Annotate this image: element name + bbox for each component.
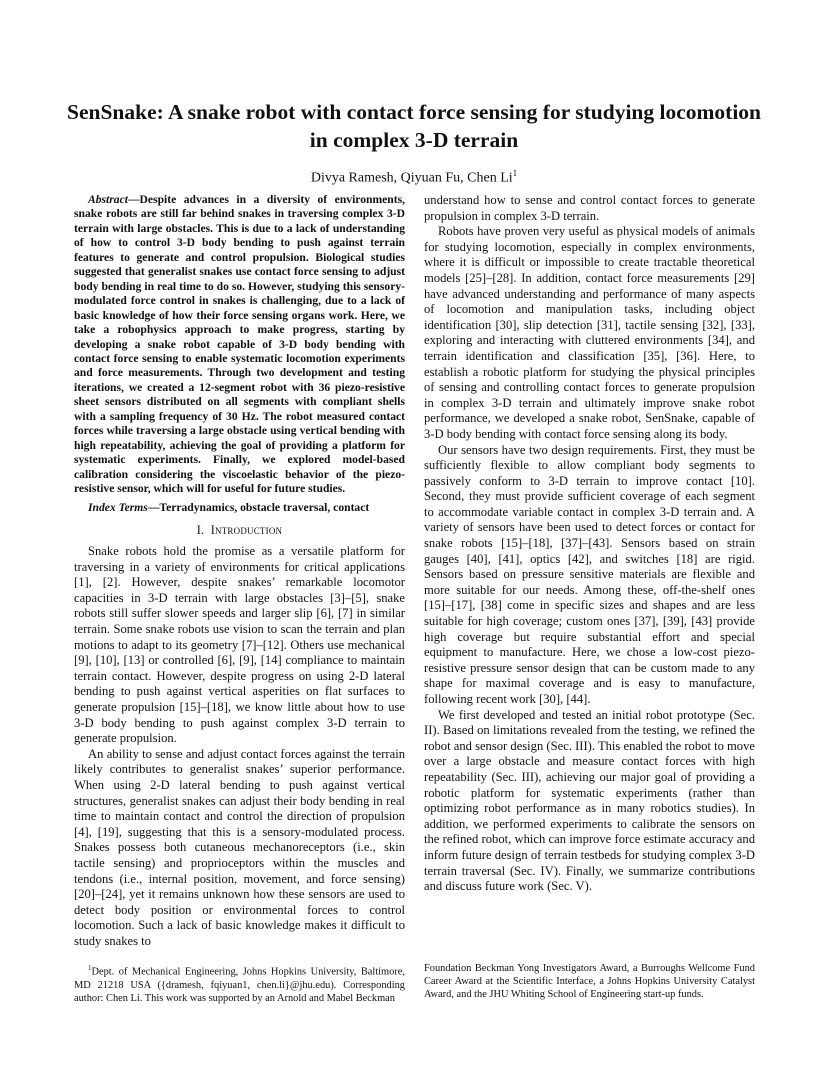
section-number: I.: [196, 522, 205, 537]
paper-title: SenSnake: A snake robot with contact force sensing for studying locomotion in complex 3-D terrain: [66, 100, 762, 152]
footnote-mark: 1: [88, 964, 92, 972]
right-column: [424, 193, 755, 895]
intro-paragraph: Our sensors have two design requirements. First, they must be sufficiently flexible to allow compliant body segments to passively conform to 3-D terrain to improve contact [10]. Second, they must provide sufficient coverage of each segment to accommodate variable contact in complex 3-D terrain and. A variety of sensors have been used to detect forces or contact for snake robots [15]–[18], [37]–[43]. Sensors based on strain gauges [40], [41], optics [42], and switches [18] are rigid. Sensors based on pressure sensitive materials are flexible and more suitable for our needs. Among these, off-the-shelf ones [15]–[17], [38] come in specific sizes and shapes and are less suitable for high coverage; custom ones [37], [39], [43] provide high coverage but require substantial effort and special equipment to manufacture. Here, we chose a low-cost piezo-resistive pressure sensor design that can be custom made to any shape for maximal coverage and is easy to manufacture, following recent work [30], [44].: [424, 442, 755, 706]
index-terms-label: Index Terms: [88, 500, 148, 514]
footnote-text: Dept. of Mechanical Engineering, Johns Hopkins University, Baltimore, MD 21218 USA ({dramesh, fqiyuan1, chen.li}@jhu.edu). Corresponding author: Chen Li. This work was supported by an Arnold and Mabel Beckman: [74, 966, 405, 1004]
intro-paragraph: Snake robots hold the promise as a versatile platform for traversing in a variety of environments for critical applications [1], [2]. However, despite snakes’ remarkable locomotor capacities in 3-D terrain with large obstacles [3]–[5], snake robots still suffer slower speeds and larger slip [6], [7] in similar terrain. Some snake robots use vision to scan the terrain and plan motions to adapt to its geometry [7]–[12]. Others use mechanical [9], [10], [13] or controlled [6], [9], [14] compliance to maintain terrain contact. However, despite progress on using 2-D lateral bending to push against vertical asperities on flat surfaces to generate propulsion [15]–[18], we know little about how to use 3-D body bending to push against complex 3-D terrain to generate propulsion.: [74, 544, 405, 746]
abstract-label: Abstract: [88, 193, 128, 206]
footnote-continuation: Foundation Beckman Yong Investigators Award, a Burroughs Wellcome Fund Career Award at the Scientific Interface, a Johns Hopkins University Catalyst Award, and the JHU Whiting School of Engineering start-up funds.: [424, 963, 755, 1001]
abstract-text: Despite advances in a diversity of environments, snake robots are still far behind snakes in traversing complex 3-D terrain with large obstacles. This is due to a lack of understanding of how to control 3-D body bending to push against terrain features to generate and control propulsion. Biological studies suggested that generalist snakes use contact force sensing to adjust body bending in real time to do so. However, studying this sensory-modulated force control in snakes is challenging, due to a lack of basic knowledge of how their force sensing organs work. Here, we take a robophysics approach to make progress, starting by developing a snake robot capable of 3-D body bending with contact force sensing to enable systematic locomotion experiments and force measurements. Through two development and testing iterations, we created a 12-segment robot with 36 piezo-resistive sheet sensors distributed on all segments with compliant shells with a sampling frequency of 30 Hz. The robot measured contact forces while traversing a large obstacle using vertical bending with high repeatability, achieving the goal of providing a platform for systematic experiments. Finally, we explored model-based calibration considering the viscoelastic behavior of the piezo-resistive sensor, which will for useful for future studies.: [74, 193, 405, 496]
footnote-left: [74, 962, 405, 1005]
author-line: [60, 164, 768, 188]
footnote-right: [424, 962, 755, 1002]
abstract-dash: —: [127, 193, 140, 206]
section-title: Introduction: [210, 522, 283, 537]
left-column: [74, 193, 405, 950]
abstract: [74, 193, 405, 497]
authors: Divya Ramesh, Qiyuan Fu, Chen Li: [310, 170, 513, 186]
author-affiliation-mark: 1: [512, 168, 518, 178]
intro-paragraph: We first developed and tested an initial robot prototype (Sec. II). Based on limitations revealed from the testing, we refined the robot and sensor design (Sec. III). This enabled the robot to move over a large obstacle and measure contact forces with high repeatability (Sec. III), achieving our major goal of providing a robotic platform for systematic experiments (rather than optimizing robot performance as in many robotics studies). In addition, we performed experiments to calibrate the sensors on the refined robot, which can improve force estimate accuracy and inform future design of terrain testbeds for studying complex 3-D terrain traversal (Sec. IV). Finally, we summarize contributions and discuss future work (Sec. V).: [424, 707, 755, 894]
index-terms-text: —Terradynamics, obstacle traversal, contact: [147, 500, 370, 514]
intro-paragraph: Robots have proven very useful as physical models of animals for studying locomotion, especially in complex environments, where it is difficult or impossible to create tractable theoretical models [25]–[28]. In addition, contact force measurements [29] have advanced understanding and performance of many aspects of locomotion and manipulation tasks, including object identification [30], slip detection [31], tactile sensing [32], [33], exploring and interacting with cluttered environments [34], and terrain identification and classification [35], [36]. Here, to establish a robotic platform for studying the physical principles of sensing and controlling contact forces to generate propulsion in complex 3-D terrain and ultimately improve snake robot performance, we developed a snake robot, SenSnake, capable of 3-D body bending with contact force sensing along its body.: [424, 224, 755, 441]
section-heading-introduction: [74, 523, 405, 539]
index-terms: [74, 500, 405, 515]
intro-paragraph: understand how to sense and control contact forces to generate propulsion in complex 3-D terrain.: [424, 193, 755, 223]
intro-paragraph: An ability to sense and adjust contact forces against the terrain likely contributes to generalist snakes’ superior performance. When using 2-D lateral bending to push against vertical structures, generalist snakes can adjust their body bending in real time to maintain contact and control the direction of propulsion [4], [19], suggesting that this is a sensory-modulated process. Snakes possess both cutaneous mechanoreceptors (i.e., skin tactile sensing) and proprioceptors within the muscles and tendons (i.e., internal position, movement, and force sensing) [20]–[24], yet it remains unknown how these sensors are used to detect body position or environmental forces to control locomotion. Such a lack of basic knowledge makes it difficult to study snakes to: [74, 746, 405, 948]
